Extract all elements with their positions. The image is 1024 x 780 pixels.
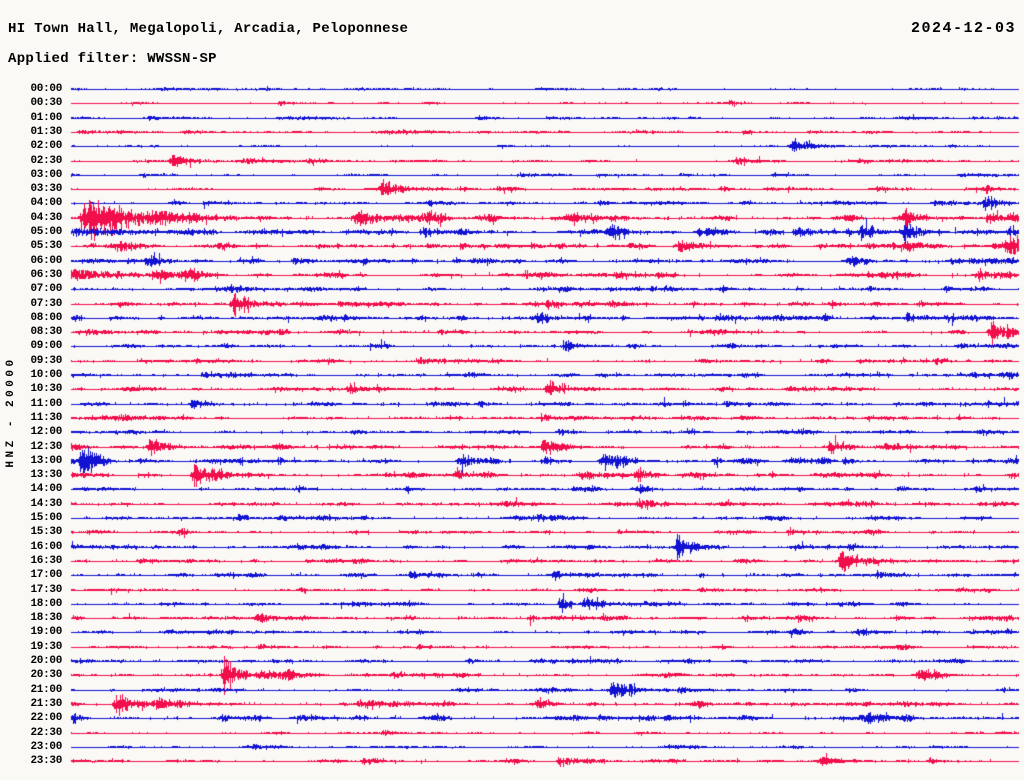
time-label: 06:00 (30, 254, 62, 267)
filter-value: WWSSN-SP (147, 51, 217, 67)
station-title: HI Town Hall, Megalopoli, Arcadia, Peloponnese (8, 21, 409, 37)
time-label: 07:30 (30, 297, 62, 310)
time-label: 12:00 (30, 426, 62, 439)
time-label: 03:00 (30, 168, 62, 181)
time-label: 21:00 (30, 683, 62, 696)
filter-prefix: Applied filter: (8, 51, 139, 67)
time-label: 20:00 (30, 655, 62, 667)
time-label: 22:30 (30, 726, 62, 739)
time-label: 16:00 (30, 540, 62, 553)
time-label: 03:30 (30, 183, 62, 196)
time-label: 04:00 (30, 197, 62, 210)
time-label: 21:30 (30, 697, 62, 710)
time-label: 01:30 (30, 125, 62, 138)
time-label: 04:30 (30, 211, 62, 224)
time-label: 23:30 (30, 755, 62, 768)
time-label: 14:00 (30, 483, 62, 496)
time-label: 09:00 (30, 340, 62, 353)
time-label: 06:30 (30, 268, 62, 281)
time-label: 05:00 (30, 226, 62, 238)
time-label: 08:00 (30, 311, 62, 324)
time-label: 19:30 (30, 640, 62, 653)
time-label: 17:00 (30, 569, 62, 582)
filter-label (8, 50, 217, 68)
time-label: 05:30 (30, 240, 62, 253)
time-label: 02:30 (30, 154, 62, 167)
time-label: 10:00 (30, 369, 62, 381)
time-label: 16:30 (30, 554, 62, 567)
date-label: 2024-12-03 (910, 20, 1016, 37)
time-label: 15:00 (30, 512, 62, 524)
time-label: 08:30 (30, 326, 62, 339)
channel-scale-label: HNZ - 20000 (5, 356, 17, 468)
time-label: 00:30 (30, 97, 62, 110)
time-label: 01:00 (30, 111, 62, 124)
time-label: 13:00 (30, 454, 62, 467)
time-label: 15:30 (30, 526, 62, 539)
time-label: 07:00 (30, 283, 62, 296)
time-label: 09:30 (30, 354, 62, 367)
time-label: 10:30 (30, 383, 62, 396)
time-label: 11:00 (30, 397, 62, 410)
time-label: 12:30 (30, 440, 62, 453)
time-label: 11:30 (30, 411, 62, 424)
time-label: 23:00 (30, 740, 62, 753)
time-label: 22:00 (30, 712, 62, 725)
time-label: 18:30 (30, 612, 62, 625)
time-label: 19:00 (30, 626, 62, 639)
time-label: 18:00 (30, 597, 62, 610)
time-label: 17:30 (30, 583, 62, 596)
time-label: 20:30 (30, 669, 62, 682)
time-label: 00:00 (30, 83, 62, 95)
time-label: 13:30 (30, 469, 62, 482)
time-label: 02:00 (30, 140, 62, 153)
time-label: 14:30 (30, 497, 62, 510)
